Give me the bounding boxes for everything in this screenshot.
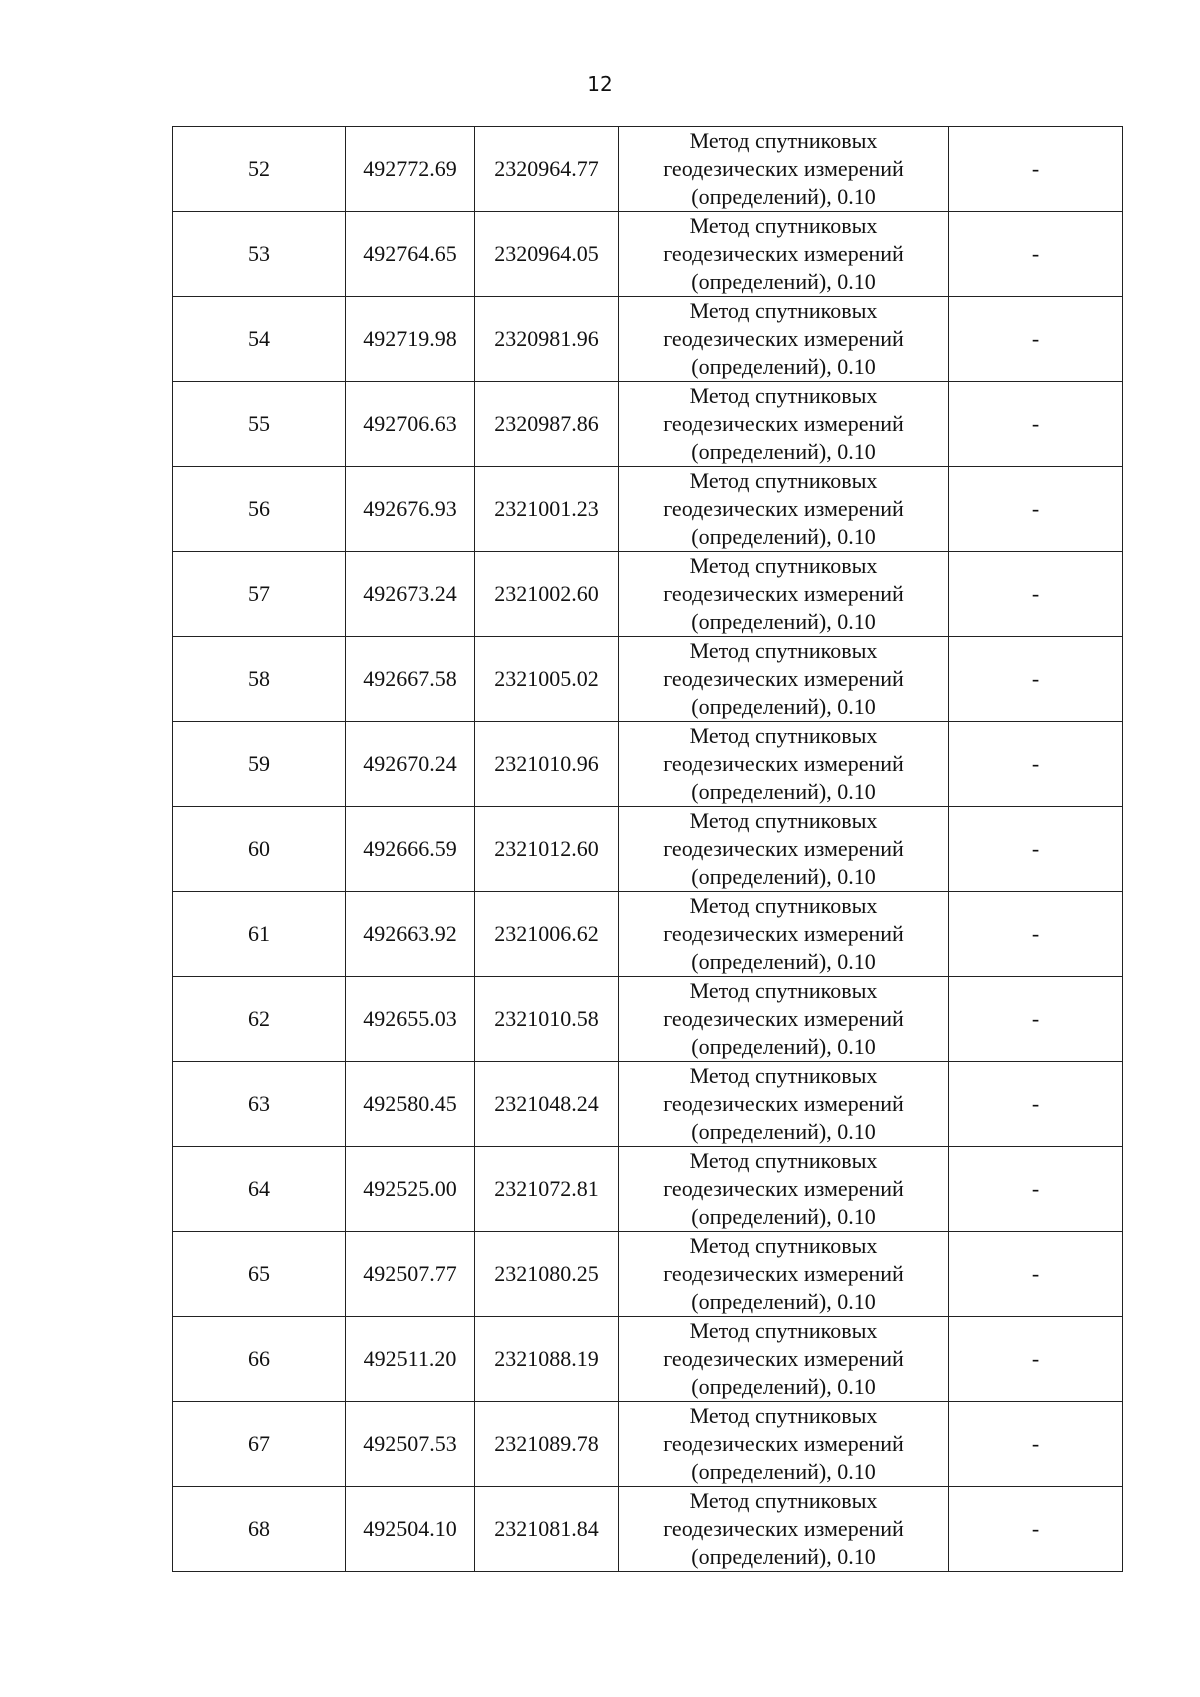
method-text-line: Метод спутниковых — [689, 213, 878, 238]
method-cell — [619, 1147, 949, 1232]
note-cell: - — [949, 1402, 1123, 1487]
x-coordinate-cell: 492507.53 — [346, 1402, 475, 1487]
method-text-line: геодезических измерений — [663, 581, 904, 606]
method-cell — [619, 127, 949, 212]
page-number: 12 — [587, 72, 613, 96]
x-coordinate-cell: 492507.77 — [346, 1232, 475, 1317]
x-coordinate-cell: 492772.69 — [346, 127, 475, 212]
method-text-line: геодезических измерений — [663, 836, 904, 861]
coordinates-table — [172, 126, 1123, 1572]
note-cell: - — [949, 467, 1123, 552]
method-cell — [619, 1062, 949, 1147]
coordinates-table-body — [173, 127, 1123, 1572]
table-row — [173, 1232, 1123, 1317]
table-row — [173, 1317, 1123, 1402]
method-text-line: Метод спутниковых — [689, 553, 878, 578]
method-cell — [619, 212, 949, 297]
method-text-line: геодезических измерений — [663, 241, 904, 266]
method-text-line: Метод спутниковых — [689, 383, 878, 408]
table-row — [173, 807, 1123, 892]
table-row — [173, 1402, 1123, 1487]
method-cell — [619, 1487, 949, 1572]
x-coordinate-cell: 492504.10 — [346, 1487, 475, 1572]
method-text-line: Метод спутниковых — [689, 1403, 878, 1428]
y-coordinate-cell: 2321081.84 — [475, 1487, 619, 1572]
point-number-cell: 66 — [173, 1317, 346, 1402]
note-cell: - — [949, 807, 1123, 892]
method-text-line: геодезических измерений — [663, 156, 904, 181]
method-text-line: (определений), 0.10 — [691, 439, 876, 464]
y-coordinate-cell: 2321080.25 — [475, 1232, 619, 1317]
x-coordinate-cell: 492673.24 — [346, 552, 475, 637]
table-row — [173, 637, 1123, 722]
method-text-line: геодезических измерений — [663, 751, 904, 776]
table-row — [173, 892, 1123, 977]
table-row — [173, 1487, 1123, 1572]
y-coordinate-cell: 2321002.60 — [475, 552, 619, 637]
x-coordinate-cell: 492667.58 — [346, 637, 475, 722]
method-text-line: (определений), 0.10 — [691, 694, 876, 719]
point-number-cell: 67 — [173, 1402, 346, 1487]
table-row — [173, 297, 1123, 382]
method-text-line: геодезических измерений — [663, 1261, 904, 1286]
table-row — [173, 1062, 1123, 1147]
point-number-cell: 63 — [173, 1062, 346, 1147]
method-cell — [619, 467, 949, 552]
point-number-cell: 54 — [173, 297, 346, 382]
point-number-cell: 61 — [173, 892, 346, 977]
method-text-line: (определений), 0.10 — [691, 1119, 876, 1144]
method-text-line: геодезических измерений — [663, 1516, 904, 1541]
y-coordinate-cell: 2321010.96 — [475, 722, 619, 807]
x-coordinate-cell: 492719.98 — [346, 297, 475, 382]
point-number-cell: 55 — [173, 382, 346, 467]
x-coordinate-cell: 492764.65 — [346, 212, 475, 297]
point-number-cell: 65 — [173, 1232, 346, 1317]
method-text-line: Метод спутниковых — [689, 808, 878, 833]
table-row — [173, 552, 1123, 637]
point-number-cell: 59 — [173, 722, 346, 807]
method-cell — [619, 297, 949, 382]
method-text-line: геодезических измерений — [663, 1091, 904, 1116]
method-cell — [619, 1317, 949, 1402]
method-text-line: геодезических измерений — [663, 1006, 904, 1031]
method-text-line: геодезических измерений — [663, 921, 904, 946]
x-coordinate-cell: 492511.20 — [346, 1317, 475, 1402]
table-row — [173, 977, 1123, 1062]
method-text-line: Метод спутниковых — [689, 978, 878, 1003]
method-text-line: Метод спутниковых — [689, 1488, 878, 1513]
y-coordinate-cell: 2320964.05 — [475, 212, 619, 297]
y-coordinate-cell: 2321088.19 — [475, 1317, 619, 1402]
point-number-cell: 57 — [173, 552, 346, 637]
table-row — [173, 722, 1123, 807]
note-cell: - — [949, 1487, 1123, 1572]
point-number-cell: 68 — [173, 1487, 346, 1572]
x-coordinate-cell: 492655.03 — [346, 977, 475, 1062]
y-coordinate-cell: 2321012.60 — [475, 807, 619, 892]
point-number-cell: 62 — [173, 977, 346, 1062]
y-coordinate-cell: 2321048.24 — [475, 1062, 619, 1147]
method-text-line: (определений), 0.10 — [691, 1034, 876, 1059]
x-coordinate-cell: 492525.00 — [346, 1147, 475, 1232]
note-cell: - — [949, 297, 1123, 382]
note-cell: - — [949, 1147, 1123, 1232]
method-text-line: Метод спутниковых — [689, 128, 878, 153]
method-cell — [619, 1232, 949, 1317]
method-text-line: (определений), 0.10 — [691, 609, 876, 634]
method-text-line: геодезических измерений — [663, 666, 904, 691]
method-text-line: (определений), 0.10 — [691, 1459, 876, 1484]
method-text-line: (определений), 0.10 — [691, 949, 876, 974]
point-number-cell: 56 — [173, 467, 346, 552]
x-coordinate-cell: 492666.59 — [346, 807, 475, 892]
table-row — [173, 467, 1123, 552]
note-cell: - — [949, 212, 1123, 297]
x-coordinate-cell: 492676.93 — [346, 467, 475, 552]
table-row — [173, 127, 1123, 212]
table-row — [173, 1147, 1123, 1232]
note-cell: - — [949, 1232, 1123, 1317]
method-text-line: Метод спутниковых — [689, 298, 878, 323]
method-text-line: (определений), 0.10 — [691, 524, 876, 549]
x-coordinate-cell: 492580.45 — [346, 1062, 475, 1147]
method-cell — [619, 892, 949, 977]
method-text-line: Метод спутниковых — [689, 1063, 878, 1088]
y-coordinate-cell: 2321089.78 — [475, 1402, 619, 1487]
method-text-line: (определений), 0.10 — [691, 779, 876, 804]
point-number-cell: 52 — [173, 127, 346, 212]
note-cell: - — [949, 1317, 1123, 1402]
method-text-line: (определений), 0.10 — [691, 864, 876, 889]
y-coordinate-cell: 2321010.58 — [475, 977, 619, 1062]
y-coordinate-cell: 2321006.62 — [475, 892, 619, 977]
method-text-line: геодезических измерений — [663, 326, 904, 351]
method-cell — [619, 552, 949, 637]
method-cell — [619, 722, 949, 807]
method-text-line: геодезических измерений — [663, 1346, 904, 1371]
method-text-line: Метод спутниковых — [689, 1148, 878, 1173]
method-cell — [619, 807, 949, 892]
method-text-line: Метод спутниковых — [689, 468, 878, 493]
note-cell: - — [949, 722, 1123, 807]
method-cell — [619, 1402, 949, 1487]
method-text-line: (определений), 0.10 — [691, 184, 876, 209]
method-text-line: (определений), 0.10 — [691, 1204, 876, 1229]
table-row — [173, 212, 1123, 297]
y-coordinate-cell: 2320964.77 — [475, 127, 619, 212]
note-cell: - — [949, 127, 1123, 212]
method-text-line: геодезических измерений — [663, 1431, 904, 1456]
point-number-cell: 60 — [173, 807, 346, 892]
point-number-cell: 53 — [173, 212, 346, 297]
table-row — [173, 382, 1123, 467]
method-text-line: Метод спутниковых — [689, 723, 878, 748]
note-cell: - — [949, 382, 1123, 467]
method-text-line: геодезических измерений — [663, 496, 904, 521]
y-coordinate-cell: 2321072.81 — [475, 1147, 619, 1232]
y-coordinate-cell: 2320987.86 — [475, 382, 619, 467]
method-text-line: Метод спутниковых — [689, 1233, 878, 1258]
y-coordinate-cell: 2321001.23 — [475, 467, 619, 552]
note-cell: - — [949, 1062, 1123, 1147]
method-cell — [619, 382, 949, 467]
note-cell: - — [949, 552, 1123, 637]
x-coordinate-cell: 492663.92 — [346, 892, 475, 977]
method-text-line: (определений), 0.10 — [691, 354, 876, 379]
y-coordinate-cell: 2321005.02 — [475, 637, 619, 722]
point-number-cell: 64 — [173, 1147, 346, 1232]
method-text-line: геодезических измерений — [663, 411, 904, 436]
method-text-line: геодезических измерений — [663, 1176, 904, 1201]
method-text-line: Метод спутниковых — [689, 893, 878, 918]
x-coordinate-cell: 492670.24 — [346, 722, 475, 807]
method-text-line: (определений), 0.10 — [691, 269, 876, 294]
method-cell — [619, 977, 949, 1062]
method-cell — [619, 637, 949, 722]
note-cell: - — [949, 892, 1123, 977]
note-cell: - — [949, 637, 1123, 722]
point-number-cell: 58 — [173, 637, 346, 722]
method-text-line: (определений), 0.10 — [691, 1374, 876, 1399]
method-text-line: (определений), 0.10 — [691, 1544, 876, 1569]
x-coordinate-cell: 492706.63 — [346, 382, 475, 467]
note-cell: - — [949, 977, 1123, 1062]
method-text-line: Метод спутниковых — [689, 638, 878, 663]
method-text-line: (определений), 0.10 — [691, 1289, 876, 1314]
y-coordinate-cell: 2320981.96 — [475, 297, 619, 382]
method-text-line: Метод спутниковых — [689, 1318, 878, 1343]
